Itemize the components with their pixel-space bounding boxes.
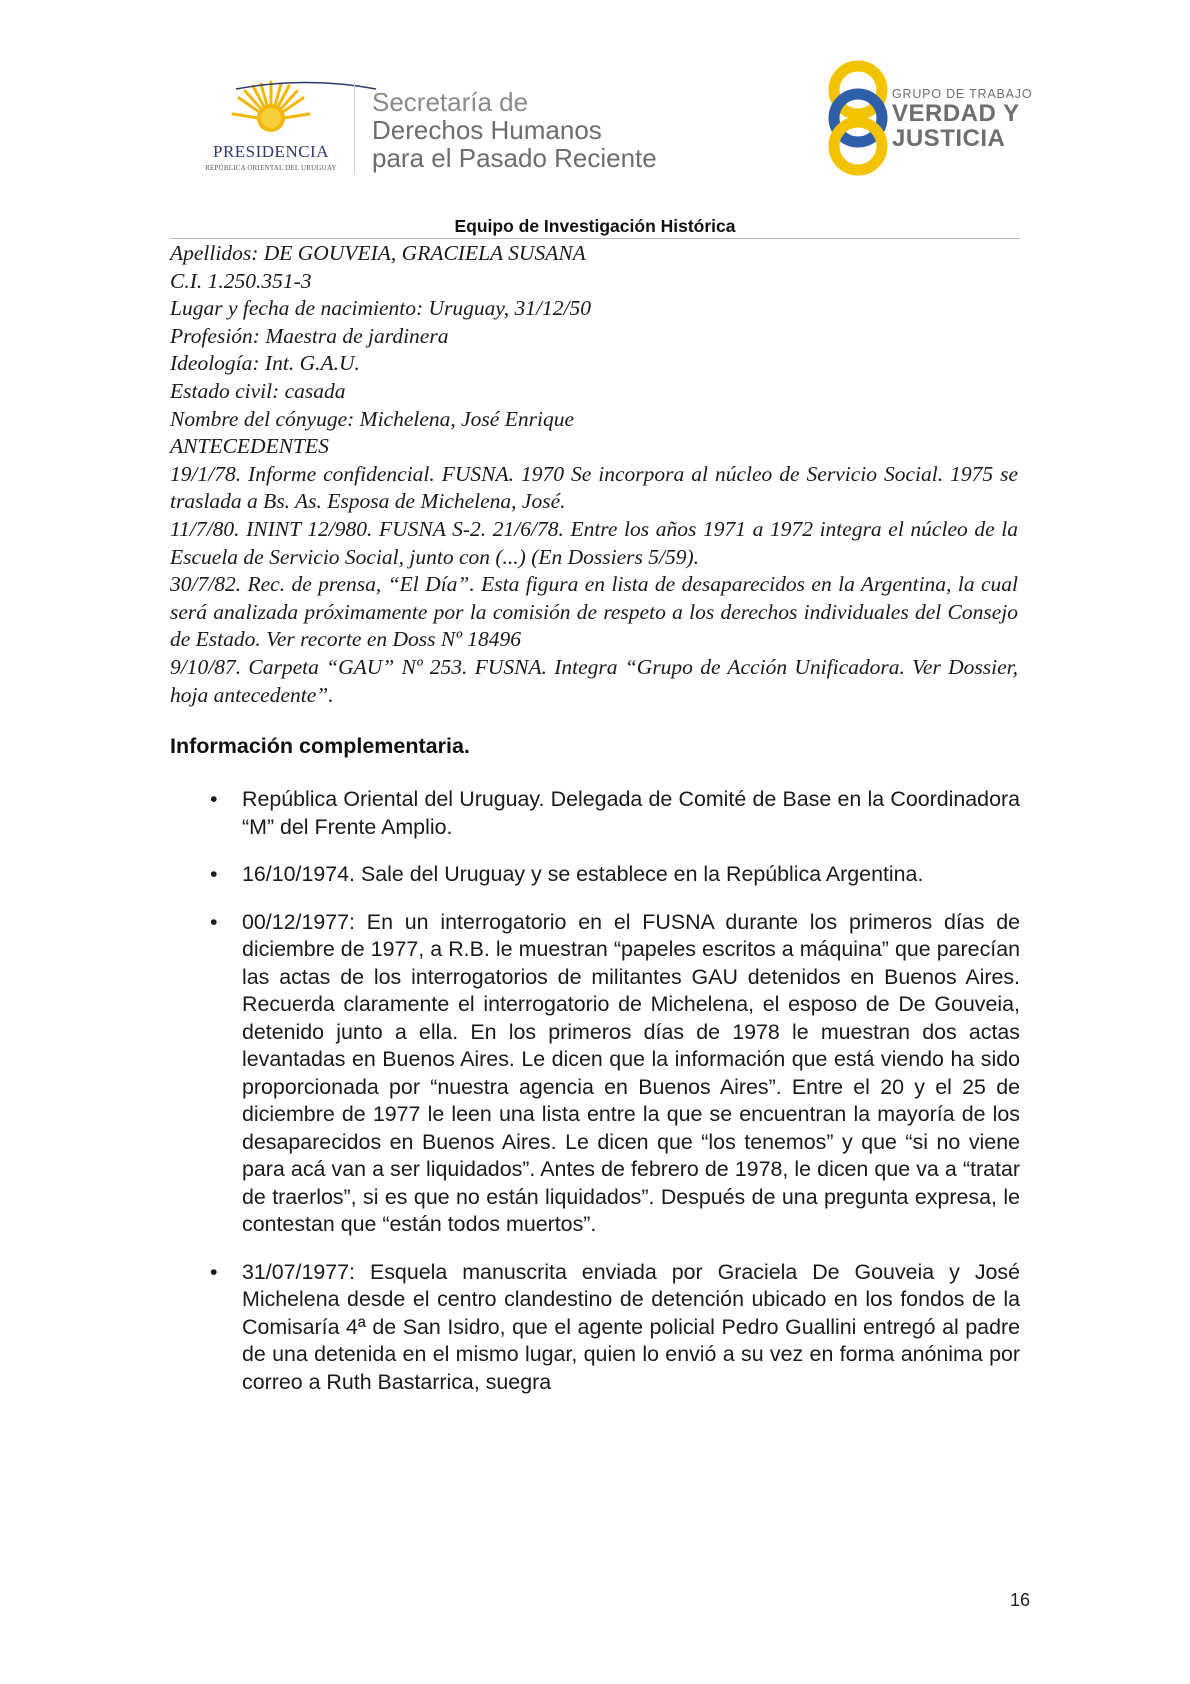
list-item — [170, 1259, 1020, 1397]
list-item — [170, 786, 1020, 841]
bullet-icon: • — [210, 909, 218, 934]
list-item-text: República Oriental del Uruguay. Delegada de Comité de Base en la Coordinadora “M” del Frente Amplio. — [242, 787, 1020, 839]
record-line: Lugar y fecha de nacimiento: Uruguay, 31/12/50 — [170, 296, 591, 321]
record-line: Nombre del cónyuge: Michelena, José Enrique — [170, 406, 574, 431]
record-block — [170, 240, 1018, 709]
page-number: 16 — [1009, 1590, 1030, 1610]
record-line: 9/10/87. Carpeta “GAU” Nº 253. FUSNA. Integra “Grupo de Acción Unificadora. Ver Dossier, hoja antecedente”. — [170, 654, 1018, 707]
secretaria-line-1: Secretaría de — [372, 87, 529, 117]
record-line: Apellidos: DE GOUVEIA, GRACIELA SUSANA — [170, 241, 586, 265]
record-line: ANTECEDENTES — [170, 434, 329, 459]
grupo-line-2: VERDAD Y — [892, 100, 1020, 127]
grupo-trabajo-logo-text — [892, 87, 1032, 151]
record-line: 19/1/78. Informe confidencial. FUSNA. 1970 Se incorpora al núcleo de Servicio Social. 1975 se traslada a Bs. As. Esposa de Michelena, José. — [170, 461, 1018, 514]
presidencia-logo — [196, 80, 346, 175]
list-item-text: 00/12/1977: En un interrogatorio en el FUSNA durante los primeros días de diciembre de 1977, a R.B. le muestran “papeles escritos a máquina” que parecían las actas de los interrogatorios de militantes GAU detenidos en Buenos Aires. Recuerda claramente el interrogatorio de Michelena, el esposo de De Gouveia, detenido junto a ella. En los primeros días de 1978 le muestran dos actas levantadas en Buenos Aires. Le dicen que la información que está viendo ha sido proporcionada por “nuestra agencia en Buenos Aires”. Entre el 20 y el 25 de diciembre de 1977 le leen una lista entre la que se encuentran la mayoría de los desaparecidos en Buenos Aires. Le dicen que “los tenemos” y que “si no viene para acá van a ser liquidados”. Antes de febrero de 1978, le dicen que va a “tratar de traerlos”, si es que no están liquidados”. Después de una pregunta expresa, le contestan que “están todos muertos”. — [242, 909, 1020, 1236]
section-title: Información complementaria. — [170, 734, 470, 758]
bullet-icon: • — [210, 1259, 218, 1284]
team-title: Equipo de Investigación Histórica — [454, 216, 736, 236]
list-item — [170, 909, 1020, 1239]
record-line: Ideología: Int. G.A.U. — [170, 351, 360, 376]
bullet-icon: • — [210, 862, 218, 886]
secretaria-title — [372, 88, 657, 172]
bullet-icon: • — [210, 787, 218, 811]
header-rule — [170, 238, 1020, 239]
bullet-list — [170, 786, 1020, 1416]
page-header — [0, 0, 1190, 236]
list-item-text: 31/07/1977: Esquela manuscrita enviada por Graciela De Gouveia y José Michelena desde el centro clandestino de detención ubicado en los fondos de la Comisaría 4ª de San Isidro, que el agente policial Pedro Guallini entregó al padre de una detenida en el mismo lugar, quien lo envió a su vez en forma anónima por correo a Ruth Bastarrica, suegra — [242, 1259, 1020, 1394]
list-item — [170, 861, 1020, 889]
record-line: C.I. 1.250.351-3 — [170, 268, 312, 293]
record-line: 30/7/82. Rec. de prensa, “El Día”. Esta figura en lista de desaparecidos en la Argentina, la cual será analizada próximamente por la comisión de respeto a los derechos individuales del Consejo de Estado. Ver recorte en Doss Nº 18496 — [170, 572, 1018, 652]
grupo-line-1: GRUPO DE TRABAJO — [892, 87, 1033, 101]
presidencia-label: PRESIDENCIA — [212, 142, 329, 161]
grupo-line-3: JUSTICIA — [892, 125, 1006, 152]
secretaria-line-2: Derechos Humanos — [372, 115, 602, 145]
list-item-text: 16/10/1974. Sale del Uruguay y se establece en la República Argentina. — [242, 862, 924, 886]
secretaria-line-3: para el Pasado Reciente — [372, 143, 657, 173]
presidencia-subtitle: REPÚBLICA ORIENTAL DEL URUGUAY — [205, 164, 337, 172]
arc-icon — [231, 80, 381, 90]
header-divider — [354, 82, 355, 174]
record-line: Estado civil: casada — [170, 378, 346, 403]
record-line: 11/7/80. ININT 12/980. FUSNA S-2. 21/6/78. Entre los años 1971 a 1972 integra el núcleo de la Escuela de Servicio Social, junto con (...) (En Dossiers 5/59). — [170, 516, 1018, 569]
record-line: Profesión: Maestra de jardinera — [170, 323, 449, 348]
